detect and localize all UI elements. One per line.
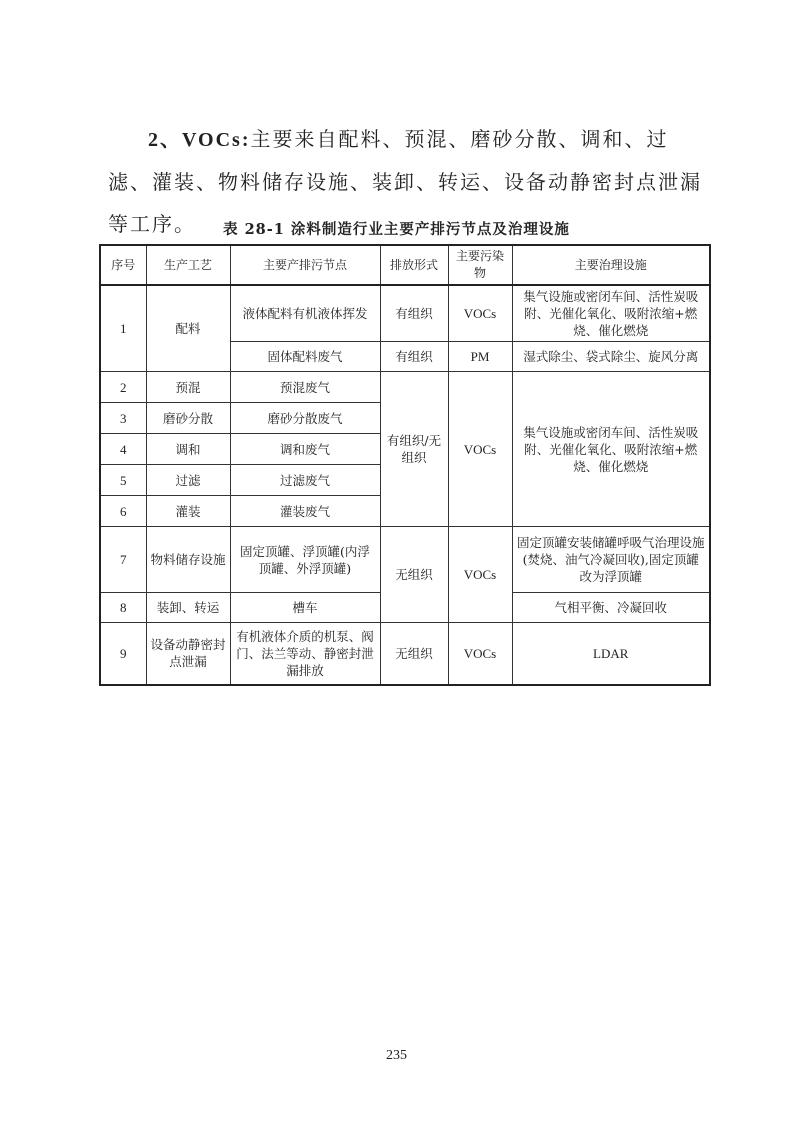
cell-form: 无组织 (380, 527, 448, 623)
paragraph-body: 主要来自配料、预混、磨砂分散、调和、过滤、灌装、物料储存设施、装卸、转运、设备动静密封点泄漏等工序。 (108, 127, 702, 236)
cell-seq: 9 (100, 623, 146, 685)
cell-seq: 2 (100, 372, 146, 403)
cell-process: 配料 (146, 285, 230, 372)
header-form: 排放形式 (380, 245, 448, 285)
header-pollutant: 主要污染物 (448, 245, 512, 285)
cell-node: 灌装废气 (230, 496, 380, 527)
cell-form: 无组织 (380, 623, 448, 685)
cell-process: 装卸、转运 (146, 593, 230, 623)
cell-form: 有组织 (380, 342, 448, 372)
table-row (100, 285, 710, 342)
cell-facility: LDAR (512, 623, 710, 685)
cell-node: 磨砂分散废气 (230, 403, 380, 434)
table-row (100, 527, 710, 593)
cell-facility: 集气设施或密闭车间、活性炭吸附、光催化氧化、吸附浓缩+燃烧、催化燃烧 (512, 285, 710, 342)
cell-form: 有组织/无组织 (380, 372, 448, 527)
cell-process: 磨砂分散 (146, 403, 230, 434)
cell-pollutant: VOCs (448, 372, 512, 527)
cell-process: 设备动静密封点泄漏 (146, 623, 230, 685)
cell-form: 有组织 (380, 285, 448, 342)
cell-process: 过滤 (146, 465, 230, 496)
page-number: 235 (386, 1048, 407, 1063)
cell-seq: 3 (100, 403, 146, 434)
cell-node: 槽车 (230, 593, 380, 623)
cell-node: 有机液体介质的机泵、阀门、法兰等动、静密封泄漏排放 (230, 623, 380, 685)
cell-seq: 7 (100, 527, 146, 593)
header-seq: 序号 (100, 245, 146, 285)
header-row (100, 245, 710, 285)
table-row (100, 372, 710, 403)
header-node: 主要产排污节点 (230, 245, 380, 285)
paragraph-number: 2、 (148, 129, 182, 151)
cell-node: 固定顶罐、浮顶罐(内浮顶罐、外浮顶罐) (230, 527, 380, 593)
cell-pollutant: VOCs (448, 623, 512, 685)
cell-seq: 8 (100, 593, 146, 623)
cell-facility: 固定顶罐安装储罐呼吸气治理设施(焚烧、油气冷凝回收),固定顶罐改为浮顶罐 (512, 527, 710, 593)
cell-seq: 1 (100, 285, 146, 372)
cell-node: 液体配料有机液体挥发 (230, 285, 380, 342)
cell-process: 调和 (146, 434, 230, 465)
cell-seq: 4 (100, 434, 146, 465)
cell-node: 预混废气 (230, 372, 380, 403)
cell-seq: 6 (100, 496, 146, 527)
paragraph-colon: : (241, 129, 251, 151)
cell-pollutant: PM (448, 342, 512, 372)
cell-node: 过滤废气 (230, 465, 380, 496)
cell-facility: 集气设施或密闭车间、活性炭吸附、光催化氧化、吸附浓缩+燃烧、催化燃烧 (512, 372, 710, 527)
paragraph-term: VOCs (182, 129, 242, 151)
cell-seq: 5 (100, 465, 146, 496)
cell-node: 调和废气 (230, 434, 380, 465)
cell-process: 灌装 (146, 496, 230, 527)
cell-process: 预混 (146, 372, 230, 403)
table-caption: 表 28-1 涂料制造行业主要产排污节点及治理设施 (223, 221, 570, 238)
cell-process: 物料储存设施 (146, 527, 230, 593)
cell-node: 固体配料废气 (230, 342, 380, 372)
header-process: 生产工艺 (146, 245, 230, 285)
cell-pollutant: VOCs (448, 285, 512, 342)
cell-facility: 气相平衡、冷凝回收 (512, 593, 710, 623)
header-facility: 主要治理设施 (512, 245, 710, 285)
cell-pollutant: VOCs (448, 527, 512, 623)
cell-facility: 湿式除尘、袋式除尘、旋风分离 (512, 342, 710, 372)
table-row (100, 623, 710, 685)
pollution-table (99, 244, 711, 686)
